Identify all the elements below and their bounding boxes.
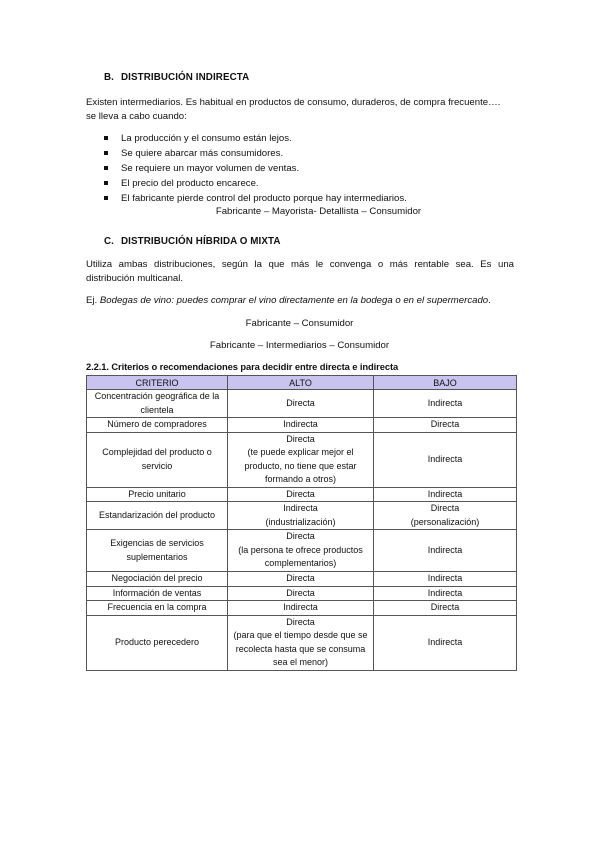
table-row [87,601,517,616]
example-text: Bodegas de vino: puedes comprar el vino directamente en la bodega o en el supermercado [99,295,489,306]
section-c-title: DISTRIBUCIÓN HÍBRIDA O MIXTA [121,236,281,247]
cell-bajo: Indirecta [374,390,517,418]
cell-bajo: Directa (personalización) [374,502,517,530]
cell-bajo: Directa [374,418,517,433]
cell-alto: Directa (la persona te ofrece productos complementarios) [228,530,374,572]
table-title: 2.2.1. Criterios o recomendaciones para decidir entre directa e indirecta [86,361,399,372]
section-b-letter: B. [104,72,114,83]
cell-criterio: Número de compradores [87,418,228,433]
table-row [87,432,517,487]
cell-bajo: Indirecta [374,487,517,502]
table-row [87,615,517,670]
cell-alto: Indirecta [228,418,374,433]
header-criterio: CRITERIO [87,376,228,390]
section-c-letter: C. [104,236,114,247]
table-row [87,586,517,601]
table-row [87,418,517,433]
list-item: El fabricante pierde control del producto porque hay intermediarios. [104,191,407,206]
section-b-heading [104,72,249,83]
section-b-intro [86,96,514,123]
cell-alto: Indirecta [228,601,374,616]
cell-alto: Directa (para que el tiempo desde que se recolecta hasta que se consuma sea el menor) [228,615,374,670]
criteria-table [86,375,517,671]
cell-bajo: Indirecta [374,530,517,572]
cell-bajo: Indirecta [374,572,517,587]
cell-alto: Directa [228,390,374,418]
list-item: Se requiere un mayor volumen de ventas. [104,161,407,176]
cell-bajo: Indirecta [374,615,517,670]
list-item: Se quiere abarcar más consumidores. [104,146,407,161]
table-header-row [87,376,517,390]
example-prefix: Ej. [86,295,98,306]
cell-alto: Directa [228,572,374,587]
section-c-chain-direct: Fabricante – Consumidor [245,318,354,329]
cell-bajo: Indirecta [374,586,517,601]
cell-criterio: Complejidad del producto o servicio [87,432,228,487]
list-item: El precio del producto encarece. [104,176,407,191]
section-c-chain-indirect: Fabricante – Intermediarios – Consumidor [209,340,390,351]
cell-criterio: Producto perecedero [87,615,228,670]
cell-bajo: Directa [374,601,517,616]
section-c-example [86,294,514,308]
table-row [87,572,517,587]
cell-criterio: Frecuencia en la compra [87,601,228,616]
section-c-heading [104,236,281,247]
cell-alto: Indirecta (industrialización) [228,502,374,530]
cell-alto: Directa [228,586,374,601]
section-b-bullet-list [104,131,407,206]
cell-criterio: Negociación del precio [87,572,228,587]
section-c-para-line1: Utiliza ambas distribuciones, según la que más le convenga o más rentable sea. Es una [86,259,514,270]
section-b-chain: Fabricante – Mayorista- Detallista – Consumidor [215,206,422,217]
cell-criterio: Concentración geográfica de la clientela [87,390,228,418]
bullet-square-icon [104,151,108,155]
header-alto: ALTO [228,376,374,390]
cell-alto: Directa (te puede explicar mejor el producto, no tiene que estar formando a otros) [228,432,374,487]
cell-criterio: Información de ventas [87,586,228,601]
bullet-square-icon [104,136,108,140]
list-item: La producción y el consumo están lejos. [104,131,407,146]
cell-criterio: Estandarización del producto [87,502,228,530]
table-row [87,390,517,418]
section-c-para-line2: distribución multicanal. [86,272,184,284]
bullet-square-icon [104,181,108,185]
cell-bajo: Indirecta [374,432,517,487]
header-bajo: BAJO [374,376,517,390]
example-suffix: . [488,295,491,306]
section-b-intro-line2: se lleva a cabo cuando: [86,110,187,122]
table-row [87,502,517,530]
table-row [87,530,517,572]
cell-criterio: Exigencias de servicios suplementarios [87,530,228,572]
bullet-square-icon [104,196,108,200]
section-c-paragraph [86,258,514,285]
cell-alto: Directa [228,487,374,502]
section-b-title: DISTRIBUCIÓN INDIRECTA [121,72,250,83]
section-b-intro-line1: Existen intermediarios. Es habitual en productos de consumo, duraderos, de compra frecuente…. [86,97,501,108]
table-row [87,487,517,502]
bullet-square-icon [104,166,108,170]
cell-criterio: Precio unitario [87,487,228,502]
